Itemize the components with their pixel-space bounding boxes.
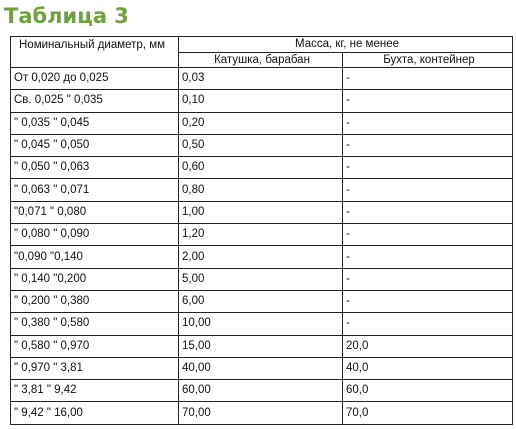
bundle-mass-cell: - bbox=[343, 224, 513, 246]
coil-mass-cell: 1,20 bbox=[179, 224, 343, 246]
diameter-cell: " 0,063 " 0,071 bbox=[11, 179, 179, 201]
table-row bbox=[11, 313, 513, 335]
coil-mass-cell: 0,20 bbox=[179, 112, 343, 134]
table-row bbox=[11, 201, 513, 223]
diameter-cell: "0,071 " 0,080 bbox=[11, 201, 179, 223]
mass-table bbox=[10, 36, 513, 425]
bundle-mass-cell: 70,0 bbox=[343, 402, 513, 424]
coil-mass-cell: 0,10 bbox=[179, 90, 343, 112]
coil-mass-cell: 0,60 bbox=[179, 157, 343, 179]
bundle-mass-cell: - bbox=[343, 112, 513, 134]
diameter-cell: " 0,045 " 0,050 bbox=[11, 134, 179, 156]
table-row bbox=[11, 134, 513, 156]
bundle-mass-cell: - bbox=[343, 201, 513, 223]
header-coil: Катушка, барабан bbox=[179, 53, 343, 68]
bundle-mass-cell: - bbox=[343, 157, 513, 179]
coil-mass-cell: 60,00 bbox=[179, 380, 343, 402]
bundle-mass-cell: - bbox=[343, 134, 513, 156]
coil-mass-cell: 1,00 bbox=[179, 201, 343, 223]
table-row bbox=[11, 68, 513, 90]
diameter-cell: " 0,035 " 0,045 bbox=[11, 112, 179, 134]
table-row bbox=[11, 179, 513, 201]
table-row bbox=[11, 357, 513, 379]
coil-mass-cell: 0,03 bbox=[179, 68, 343, 90]
table-row bbox=[11, 380, 513, 402]
coil-mass-cell: 6,00 bbox=[179, 290, 343, 312]
coil-mass-cell: 0,50 bbox=[179, 134, 343, 156]
diameter-cell: " 3,81 " 9,42 bbox=[11, 380, 179, 402]
diameter-cell: " 9,42 " 16,00 bbox=[11, 402, 179, 424]
coil-mass-cell: 10,00 bbox=[179, 313, 343, 335]
header-diameter: Номинальный диаметр, мм bbox=[11, 37, 179, 68]
coil-mass-cell: 40,00 bbox=[179, 357, 343, 379]
table-row bbox=[11, 224, 513, 246]
coil-mass-cell: 2,00 bbox=[179, 246, 343, 268]
table-title: Таблица 3 bbox=[4, 4, 129, 28]
table-row bbox=[11, 290, 513, 312]
table-row bbox=[11, 268, 513, 290]
diameter-cell: " 0,580 " 0,970 bbox=[11, 335, 179, 357]
bundle-mass-cell: - bbox=[343, 68, 513, 90]
header-row-1 bbox=[11, 37, 513, 53]
diameter-cell: " 0,380 " 0,580 bbox=[11, 313, 179, 335]
bundle-mass-cell: - bbox=[343, 313, 513, 335]
bundle-mass-cell: 60,0 bbox=[343, 380, 513, 402]
diameter-cell: Св. 0,025 " 0,035 bbox=[11, 90, 179, 112]
table-row bbox=[11, 112, 513, 134]
header-bundle: Бухта, контейнер bbox=[343, 53, 513, 68]
bundle-mass-cell: - bbox=[343, 268, 513, 290]
coil-mass-cell: 5,00 bbox=[179, 268, 343, 290]
header-mass: Масса, кг, не менее bbox=[179, 37, 513, 53]
table-row bbox=[11, 90, 513, 112]
diameter-cell: " 0,140 "0,200 bbox=[11, 268, 179, 290]
bundle-mass-cell: - bbox=[343, 246, 513, 268]
bundle-mass-cell: 20,0 bbox=[343, 335, 513, 357]
diameter-cell: " 0,050 " 0,063 bbox=[11, 157, 179, 179]
table-row bbox=[11, 157, 513, 179]
bundle-mass-cell: - bbox=[343, 290, 513, 312]
coil-mass-cell: 15,00 bbox=[179, 335, 343, 357]
table-row bbox=[11, 335, 513, 357]
diameter-cell: "0,090 "0,140 bbox=[11, 246, 179, 268]
table-row bbox=[11, 402, 513, 424]
bundle-mass-cell: - bbox=[343, 90, 513, 112]
coil-mass-cell: 0,80 bbox=[179, 179, 343, 201]
bundle-mass-cell: 40,0 bbox=[343, 357, 513, 379]
diameter-cell: " 0,080 " 0,090 bbox=[11, 224, 179, 246]
diameter-cell: От 0,020 до 0,025 bbox=[11, 68, 179, 90]
table-row bbox=[11, 246, 513, 268]
bundle-mass-cell: - bbox=[343, 179, 513, 201]
table-body bbox=[11, 68, 513, 425]
coil-mass-cell: 70,00 bbox=[179, 402, 343, 424]
diameter-cell: " 0,970 " 3,81 bbox=[11, 357, 179, 379]
diameter-cell: " 0,200 " 0,380 bbox=[11, 290, 179, 312]
